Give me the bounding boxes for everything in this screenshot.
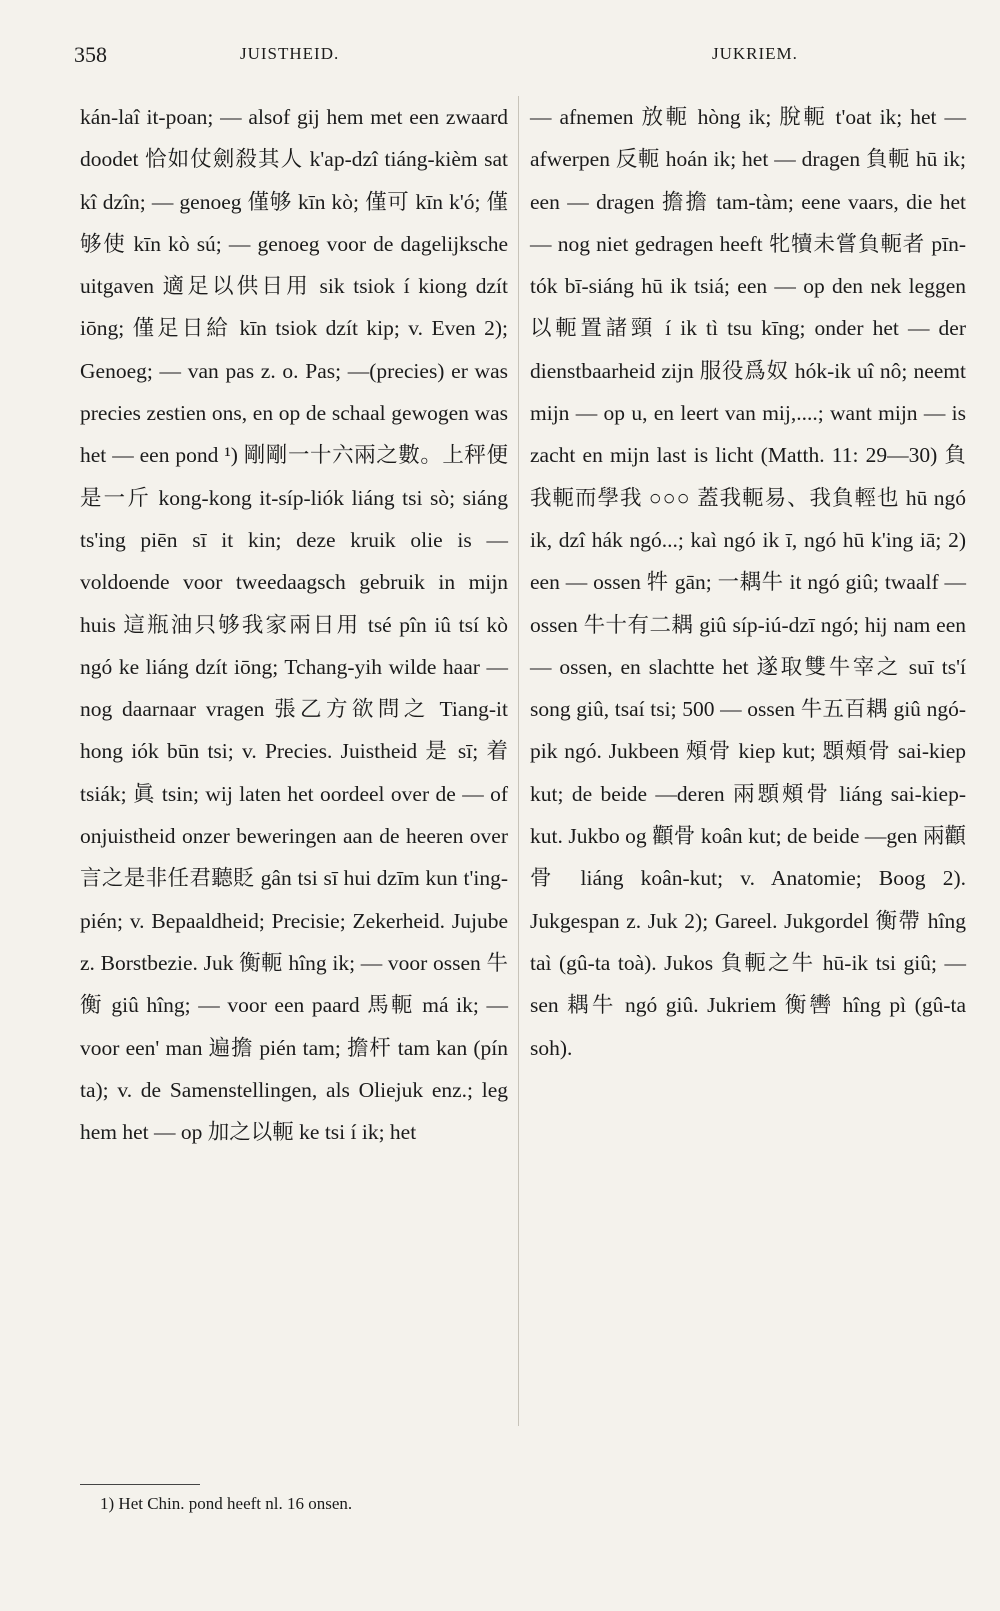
left-column — [80, 96, 508, 1153]
page-number: 358 — [74, 42, 107, 67]
column-divider — [518, 96, 519, 1426]
left-column-text: kán-laî it-poan; — alsof gij hem met een zwaard doodet 恰如仗劍殺其人 k'ap-dzî tiáng-kièm sat kî dzîn; — genoeg 僅够 kīn kò; 僅可 kīn k'ó; 僅够使 kīn kò sú; — genoeg voor de dagelijksche uitgaven 適足以供日用 sik tsiok í kiong dzít iōng; 僅足日給 kīn tsiok dzít kip; v. Even 2); Genoeg; — van pas z. o. Pas; —(precies) er was precies zestien ons, en op de schaal gewogen was het — een pond ¹) 剛剛一十六兩之數。上秤便是一斤 kong-kong it-síp-liók liáng tsi sò; siáng ts'ing piēn sī it kin; deze kruik olie is — voldoende voor tweedaagsch gebruik in mijn huis 這瓶油只够我家兩日用 tsé pîn iû tsí kò ngó ke liáng dzít iōng; Tchang-yih wilde haar — nog daarnaar vragen 張乙方欲問之 Tiang-it hong iók būn tsi; v. Precies. Juistheid 是 sī; 着 tsiák; 眞 tsin; wij laten het oordeel over de — of onjuistheid onzer beweringen aan de heeren over 言之是非任君聽貶 gân tsi sī hui dzīm kun t'ing-pién; v. Bepaaldheid; Precisie; Zekerheid. Jujube z. Borstbezie. Juk 衡軛 hîng ik; — voor ossen 牛衡 giû hîng; — voor een paard 馬軛 má ik; — voor een' man 遍擔 pién tam; 擔杆 tam kan (pín ta); v. de Samenstellingen, als Oliejuk enz.; leg hem het — op 加之以軛 ke tsi í ik; het — [80, 105, 508, 1145]
right-column — [530, 96, 966, 1069]
right-column-text: — afnemen 放軛 hòng ik; 脫軛 t'oat ik; het — afwerpen 反軛 hoán ik; het — dragen 負軛 hū ik; een — dragen 擔擔 tam-tàm; eene vaars, die het — nog niet gedragen heeft 牝犢未嘗負軛者 pīn-tók bī-siáng hū ik tsiá; een — op den nek leggen 以軛置諸頸 í ik tì tsu kīng; onder het — der dienstbaarheid zijn 服役爲奴 hók-ik uî nô; neemt mijn — op u, en leert van mij,....; want mijn — is zacht en mijn last is licht (Matth. 11: 29—30) 負我軛而學我 ○○○ 蓋我軛易、我負輕也 hū ngó ik, dzî hák ngó...; kaì ngó ik ī, ngó hū k'ing iā; 2) een — ossen 牪 gān; 一耦牛 it ngó giû; twaalf — ossen 牛十有二耦 giû síp-iú-dzī ngó; hij nam een — ossen, en slachtte het 遂取雙牛宰之 suī ts'í song giû, tsaí tsi; 500 — ossen 牛五百耦 giû ngó-pik ngó. Jukbeen 頰骨 kiep kut; 顋頰骨 sai-kiep kut; de beide —deren 兩顋頰骨 liáng sai-kiep-kut. Jukbo og 顴骨 koân kut; de beide —gen 兩顴骨 liáng koân-kut; v. Anatomie; Boog 2). Jukgespan z. Juk 2); Gareel. Jukgordel 衡帶 hîng taì (gû-ta toà). Jukos 負軛之牛 hū-ik tsi giû; —sen 耦牛 ngó giû. Jukriem 衡轡 hîng pì (gû-ta soh). — [530, 105, 966, 1060]
footnote: 1) Het Chin. pond heeft nl. 16 onsen. — [100, 1494, 353, 1513]
left-running-head: JUISTHEID. — [240, 44, 340, 63]
right-running-head: JUKRIEM. — [712, 44, 798, 63]
footnote-rule — [80, 1484, 200, 1485]
